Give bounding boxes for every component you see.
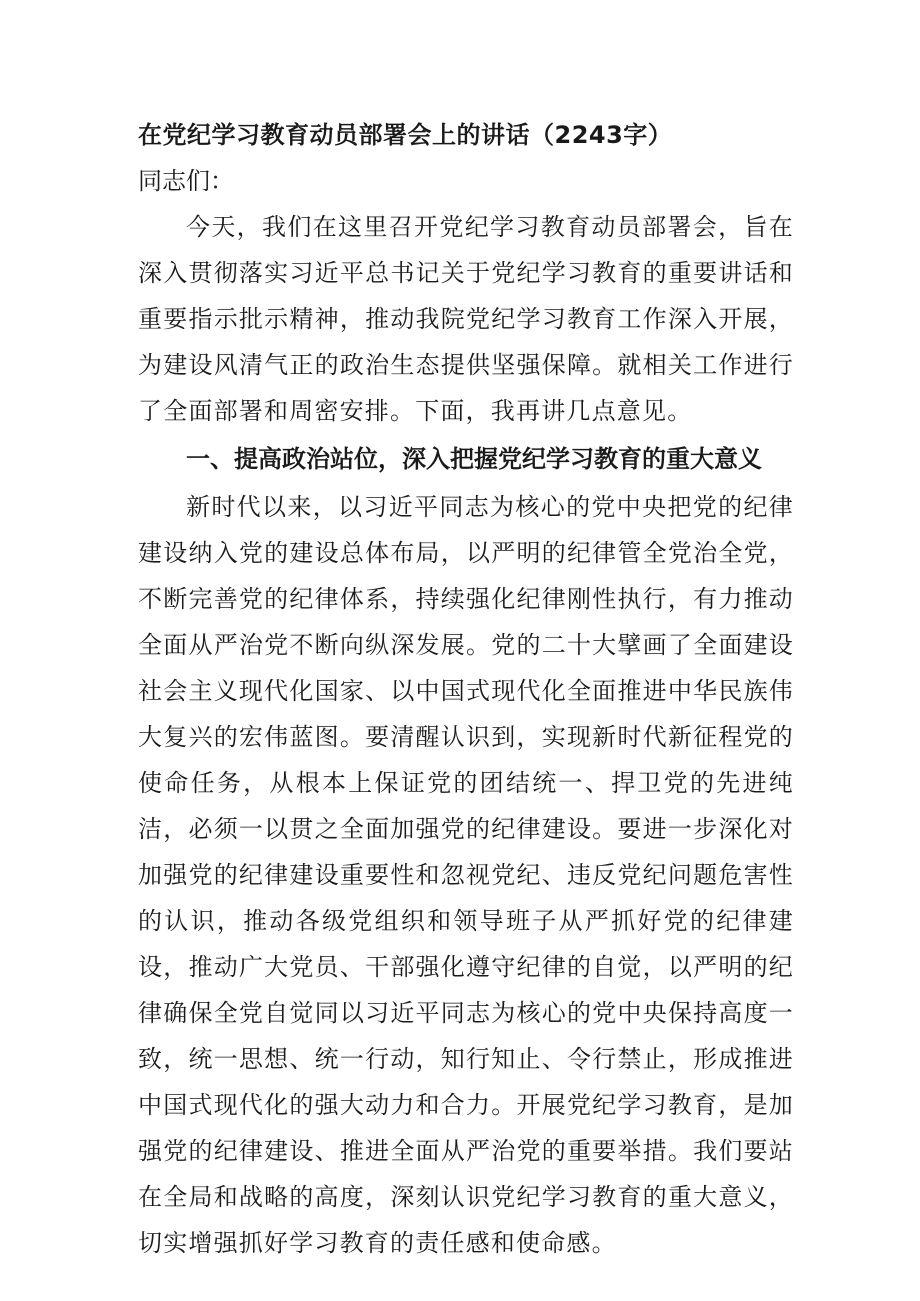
document-title: 在党纪学习教育动员部署会上的讲话（2243字） bbox=[138, 121, 673, 149]
document-body bbox=[138, 112, 794, 1266]
intro-paragraph: 今天，我们在这里召开党纪学习教育动员部署会，旨在深入贯彻落实习近平总书记关于党纪学习教育的重要讲话和重要指示批示精神，推动我院党纪学习教育工作深入开展，为建设风清气正的政治生态提供坚强保障。就相关工作进行了全面部署和周密安排。下面，我再讲几点意见。 bbox=[138, 213, 794, 425]
salutation: 同志们： bbox=[138, 167, 234, 195]
section-heading-1: 一、提高政治站位，深入把握党纪学习教育的重大意义 bbox=[186, 445, 762, 473]
section-1-paragraph: 新时代以来，以习近平同志为核心的党中央把党的纪律建设纳入党的建设总体布局，以严明的纪律管全党治全党，不断完善党的纪律体系，持续强化纪律刚性执行，有力推动全面从严治党不断向纵深发展。党的二十大擘画了全面建设社会主义现代化国家、以中国式现代化全面推进中华民族伟大复兴的宏伟蓝图。要清醒认识到，实现新时代新征程党的使命任务，从根本上保证党的团结统一、捍卫党的先进纯洁，必须一以贯之全面加强党的纪律建设。要进一步深化对加强党的纪律建设重要性和忽视党纪、违反党纪问题危害性的认识，推动各级党组织和领导班子从严抓好党的纪律建设，推动广大党员、干部强化遵守纪律的自觉，以严明的纪律确保全党自觉同以习近平同志为核心的党中央保持高度一致，统一思想、统一行动，知行知止、令行禁止，形成推进中国式现代化的强大动力和合力。开展党纪学习教育，是加强党的纪律建设、推进全面从严治党的重要举措。我们要站在全局和战略的高度，深刻认识党纪学习教育的重大意义，切实增强抓好学习教育的责任感和使命感。 bbox=[138, 493, 794, 1257]
